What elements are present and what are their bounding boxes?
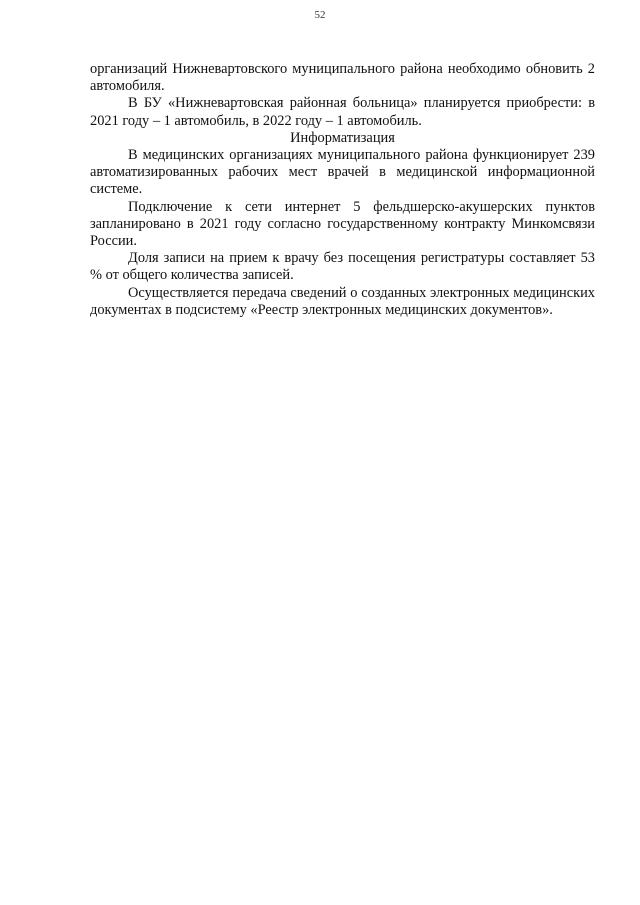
paragraph-workstations: В медицинских организациях муниципального района функционирует 239 автоматизированных рабочих мест врачей в медицинской информационной системе. xyxy=(90,147,595,198)
paragraph-electronic-records: Осуществляется передача сведений о созданных электронных медицинских документах в подсистему «Реестр электронных медицинских документов». xyxy=(90,284,595,318)
paragraph-internet-connection: Подключение к сети интернет 5 фельдшерско-акушерских пунктов запланировано в 2021 году согласно государственному контракту Минкомсвязи России. xyxy=(90,198,595,250)
section-heading-informatization: Информатизация xyxy=(290,129,395,146)
paragraph-vehicles-continued: организаций Нижневартовского муниципального района необходимо обновить 2 автомобиля. xyxy=(90,61,595,95)
paragraph-online-appointments: Доля записи на прием к врачу без посещения регистратуры составляет 53 % от общего количества записей. xyxy=(90,250,595,284)
document-body xyxy=(90,61,595,319)
paragraph-vehicle-purchase: В БУ «Нижневартовская районная больница» планируется приобрести: в 2021 году – 1 автомобиль, в 2022 году – 1 автомобиль. xyxy=(90,95,595,129)
page-number: 52 xyxy=(314,9,326,21)
